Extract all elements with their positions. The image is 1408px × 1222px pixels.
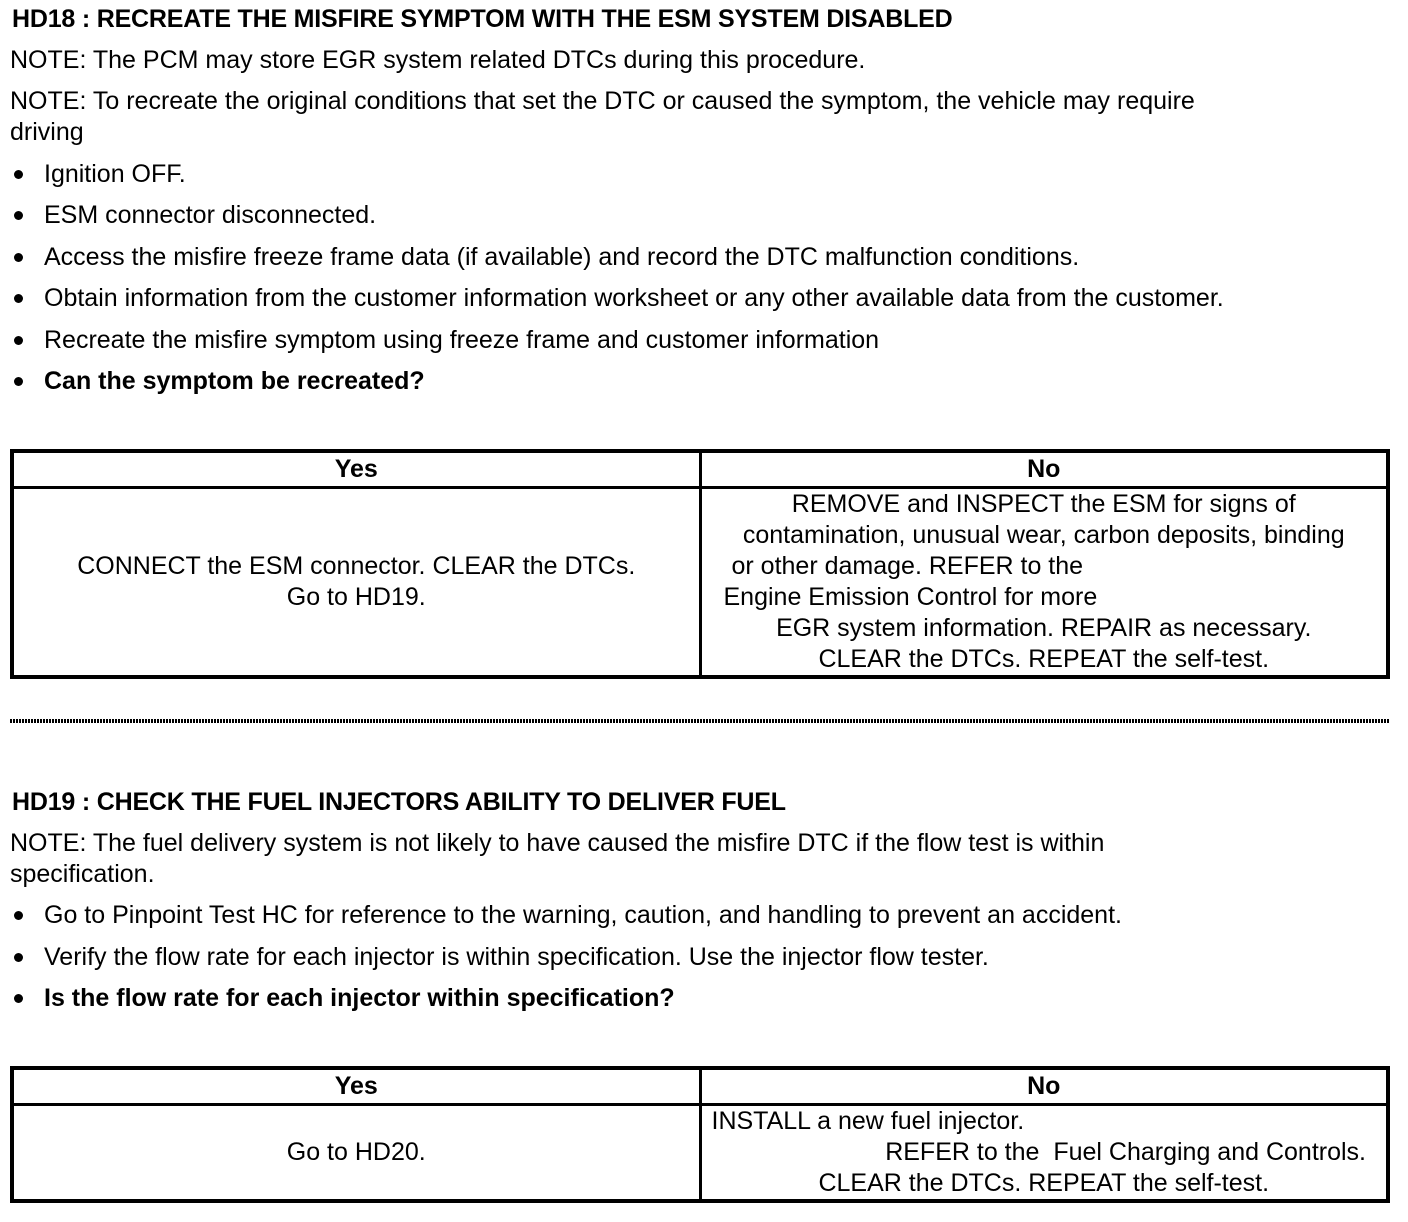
bullet-icon (14, 953, 23, 962)
hd18-bullet-item (10, 325, 879, 356)
yes-cell: Go to HD20. (12, 1105, 700, 1202)
no-cell-line: EGR system information. REPAIR as necessary. (776, 614, 1312, 642)
hd19-note-line1: NOTE: The fuel delivery system is not likely to have caused the misfire DTC if the flow test is within (10, 829, 1105, 857)
hd18-bullet-item (10, 200, 376, 231)
hd19-bullet-item (10, 942, 989, 973)
hd18-bullet-item (10, 242, 1079, 273)
bullet-text: Recreate the misfire symptom using freeze frame and customer information (44, 326, 880, 354)
hd19-bullet-item (10, 900, 1122, 931)
yes-cell (12, 488, 700, 678)
no-cell-line: CLEAR the DTCs. REPEAT the self-test. (818, 645, 1270, 673)
bullet-icon (14, 336, 23, 345)
no-cell (700, 1105, 1388, 1202)
hd19-question (10, 983, 675, 1014)
no-cell-line: CLEAR the DTCs. REPEAT the self-test. (818, 1169, 1270, 1197)
hd18-note-pcm: NOTE: The PCM may store EGR system related DTCs during this procedure. (10, 46, 866, 74)
bullet-text: Obtain information from the customer information worksheet or any other available data from the customer. (44, 284, 1224, 312)
bullet-icon (14, 211, 23, 220)
no-cell-line: REMOVE and INSPECT the ESM for signs of (791, 490, 1296, 518)
yes-cell-line: Go to HD19. (286, 583, 426, 611)
yes-cell-line: CONNECT the ESM connector. CLEAR the DTCs. (77, 552, 636, 580)
hd18-heading: HD18 : RECREATE THE MISFIRE SYMPTOM WITH THE ESM SYSTEM DISABLED (12, 5, 953, 33)
hd18-question (10, 366, 425, 397)
hd19-answer-table (10, 1066, 1390, 1203)
hd18-answer-table (10, 449, 1390, 679)
no-cell-line: or other damage. REFER to the (731, 552, 1084, 580)
bullet-text: Verify the flow rate for each injector is within specification. Use the injector flow tester. (44, 943, 989, 971)
hd18-note-recreate-line1: NOTE: To recreate the original conditions that set the DTC or caused the symptom, the vehicle may require (10, 87, 1195, 115)
no-cell-line: contamination, unusual wear, carbon deposits, binding (742, 521, 1345, 549)
bullet-text: Go to Pinpoint Test HC for reference to the warning, caution, and handling to prevent an accident. (44, 901, 1122, 929)
hd18-bullet-item (10, 159, 186, 190)
question-text: Is the flow rate for each injector within specification? (44, 984, 675, 1012)
no-cell-line: REFER to the Fuel Charging and Controls. (885, 1138, 1366, 1166)
bullet-icon (14, 994, 23, 1003)
bullet-icon (14, 911, 23, 920)
bullet-icon (14, 170, 23, 179)
yes-header: Yes (12, 1068, 700, 1105)
hd18-bullet-item (10, 283, 1224, 314)
no-cell-line: INSTALL a new fuel injector. (711, 1107, 1025, 1135)
hd19-heading: HD19 : CHECK THE FUEL INJECTORS ABILITY TO DELIVER FUEL (12, 788, 786, 816)
bullet-text: Access the misfire freeze frame data (if available) and record the DTC malfunction conditions. (44, 243, 1080, 271)
no-cell (700, 488, 1388, 678)
bullet-text: ESM connector disconnected. (44, 201, 377, 229)
bullet-icon (14, 253, 23, 262)
bullet-icon (14, 377, 23, 386)
bullet-text: Ignition OFF. (44, 160, 186, 188)
question-text: Can the symptom be recreated? (44, 367, 425, 395)
yes-header: Yes (12, 451, 700, 488)
hd19-note-line2: specification. (10, 860, 155, 888)
no-header: No (700, 1068, 1388, 1105)
bullet-icon (14, 294, 23, 303)
no-cell-line: Engine Emission Control for more (723, 583, 1098, 611)
hd18-note-recreate-line2: driving (10, 118, 84, 146)
no-header: No (700, 451, 1388, 488)
section-divider (10, 719, 1390, 723)
